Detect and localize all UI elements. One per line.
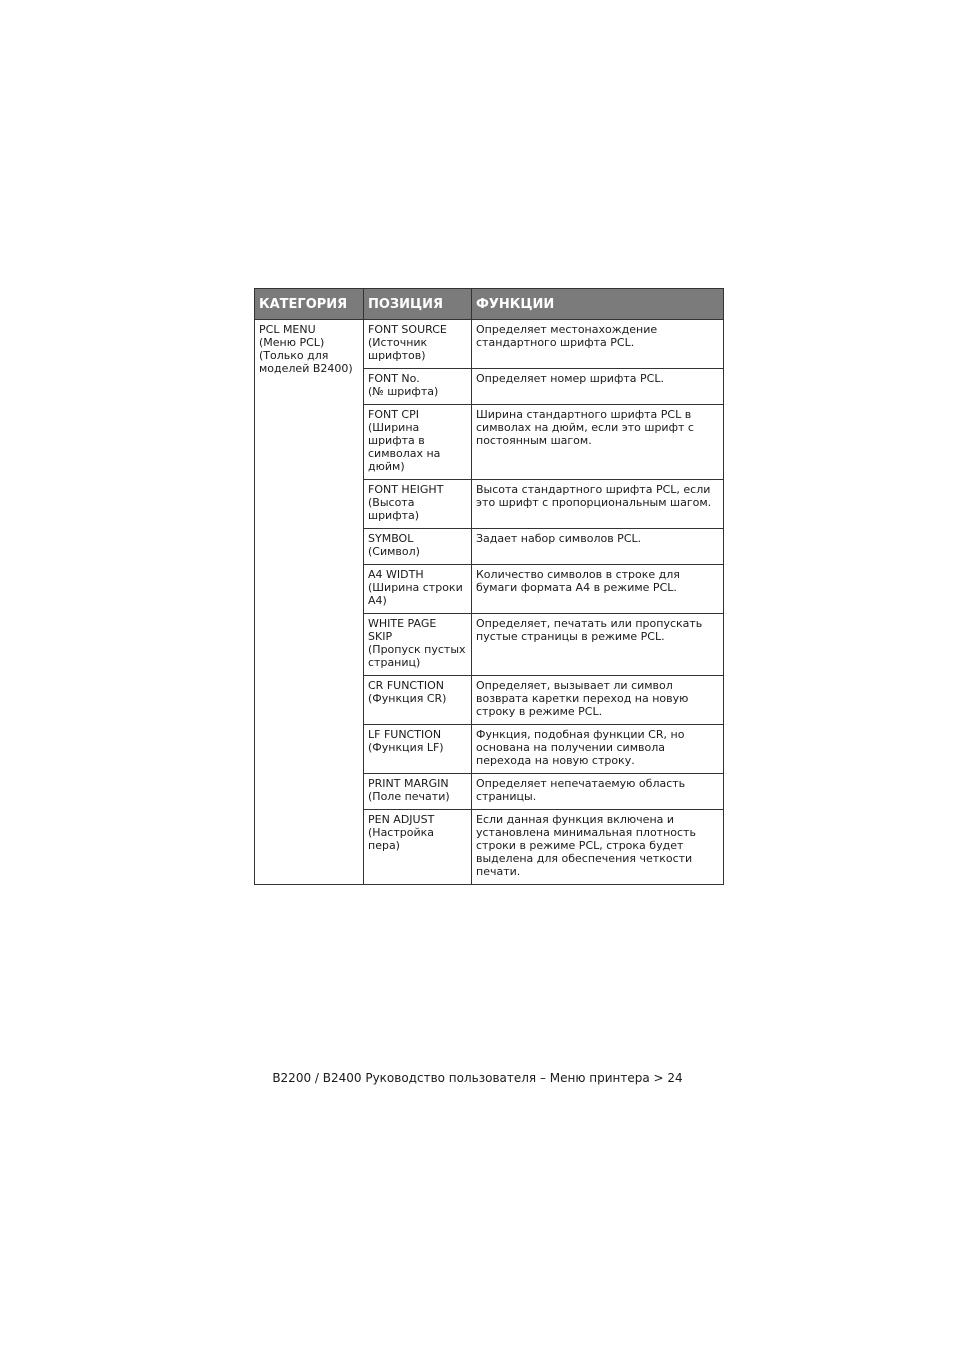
pcl-menu-table bbox=[254, 288, 724, 885]
function-cell: Функция, подобная функции CR, но основана на получении символа перехода на новую строку. bbox=[472, 725, 724, 774]
position-cell: FONT HEIGHT (Высота шрифта) bbox=[364, 480, 472, 529]
position-cell: WHITE PAGE SKIP (Пропуск пустых страниц) bbox=[364, 614, 472, 676]
function-cell: Ширина стандартного шрифта PCL в символах на дюйм, если это шрифт с постоянным шагом. bbox=[472, 405, 724, 480]
function-cell: Определяет непечатаемую область страницы. bbox=[472, 774, 724, 810]
function-cell: Высота стандартного шрифта PCL, если это шрифт с пропорциональным шагом. bbox=[472, 480, 724, 529]
function-cell: Если данная функция включена и установлена минимальная плотность строки в режиме PCL, строка будет выделена для обеспечения четкости печати. bbox=[472, 810, 724, 885]
table-body bbox=[255, 320, 724, 885]
header-category: КАТЕГОРИЯ bbox=[255, 289, 364, 320]
function-cell: Задает набор символов PCL. bbox=[472, 529, 724, 565]
position-cell: PEN ADJUST (Настройка пера) bbox=[364, 810, 472, 885]
position-cell: FONT CPI (Ширина шрифта в символах на дюйм) bbox=[364, 405, 472, 480]
position-cell: PRINT MARGIN (Поле печати) bbox=[364, 774, 472, 810]
function-cell: Количество символов в строке для бумаги формата A4 в режиме PCL. bbox=[472, 565, 724, 614]
position-cell: FONT SOURCE (Источник шрифтов) bbox=[364, 320, 472, 369]
category-cell: PCL MENU (Меню PCL) (Только для моделей B2400) bbox=[255, 320, 364, 885]
table-row bbox=[255, 320, 724, 369]
position-cell: SYMBOL (Символ) bbox=[364, 529, 472, 565]
header-position: ПОЗИЦИЯ bbox=[364, 289, 472, 320]
position-cell: CR FUNCTION (Функция CR) bbox=[364, 676, 472, 725]
position-cell: LF FUNCTION (Функция LF) bbox=[364, 725, 472, 774]
position-cell: A4 WIDTH (Ширина строки A4) bbox=[364, 565, 472, 614]
header-function: ФУНКЦИИ bbox=[472, 289, 724, 320]
function-cell: Определяет, печатать или пропускать пустые страницы в режиме PCL. bbox=[472, 614, 724, 676]
page-footer: B2200 / B2400 Руководство пользователя – Меню принтера > 24 bbox=[272, 1071, 683, 1085]
function-cell: Определяет местонахождение стандартного шрифта PCL. bbox=[472, 320, 724, 369]
table-header-row bbox=[255, 289, 724, 320]
function-cell: Определяет, вызывает ли символ возврата каретки переход на новую строку в режиме PCL. bbox=[472, 676, 724, 725]
function-cell: Определяет номер шрифта PCL. bbox=[472, 369, 724, 405]
position-cell: FONT No. (№ шрифта) bbox=[364, 369, 472, 405]
